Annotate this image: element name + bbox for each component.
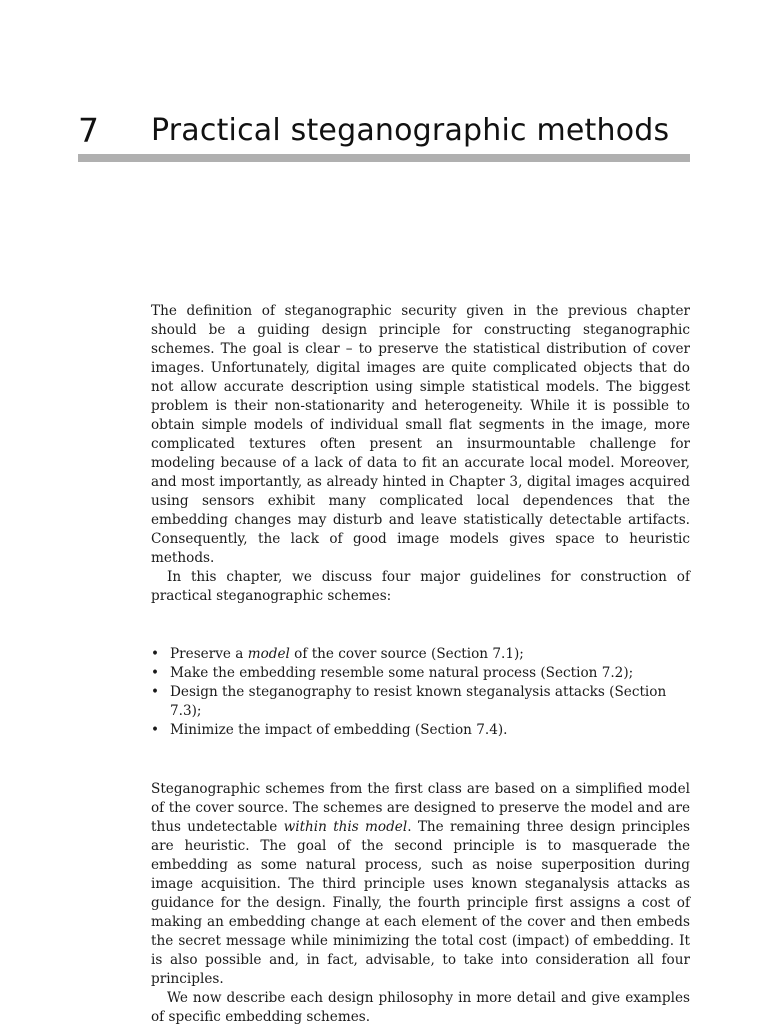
bullet-icon: • [151, 722, 160, 738]
list-item [151, 664, 690, 683]
list-item-text-end: of the cover source (Section 7.1); [289, 646, 524, 662]
list-item-text: Minimize the impact of embedding (Section 7.4). [170, 722, 508, 738]
paragraph-text-end: . The remaining three design principles are heuristic. The goal of the second principle is to masquerade the embedding as some natural process, such as noise superposition during image acquisition. The third principle uses known steganalysis attacks as guidance for the design. Finally, the fourth principle first assigns a cost of making an embedding change at each element of the cover and then embeds the secret message while minimizing the total cost (impact) of embedding. It is also possible and, in fact, advisable, to take into consideration all four principles. [151, 819, 691, 987]
paragraph-text-start: Steganographic schemes from the first class are based on a simplified model of the cover source. The schemes are designed to preserve the model and are thus undetectable [151, 781, 690, 835]
list-item [151, 721, 690, 740]
guidelines-intro-paragraph: In this chapter, we discuss four major guidelines for construction of practical steganographic schemes: [151, 569, 690, 604]
chapter-title: Practical steganographic methods [151, 113, 670, 148]
guidelines-list [151, 645, 690, 740]
bullet-icon: • [151, 684, 160, 700]
list-item [151, 645, 690, 664]
list-item-text: Design the steganography to resist known steganalysis attacks (Section 7.3); [170, 684, 667, 719]
list-spacing [151, 606, 690, 645]
list-item-text: Make the embedding resemble some natural process (Section 7.2); [170, 665, 634, 681]
list-item-text-start: Preserve a [170, 646, 248, 662]
list-spacing [151, 740, 690, 780]
chapter-number: 7 [78, 111, 99, 150]
intro-paragraph: The definition of steganographic security given in the previous chapter should be a guiding design principle for constructing steganographic schemes. The goal is clear – to preserve the statistical distribution of cover images. Unfortunately, digital images are quite complicated objects that do not allow accurate description using simple statistical models. The biggest problem is their non-stationarity and heterogeneity. While it is possible to obtain simple models of individual small flat segments in the image, more complicated textures often present an insurmountable challenge for modeling because of a lack of data to fit an accurate local model. Moreover, and most importantly, as already hinted in Chapter 3, digital images acquired using sensors exhibit many complicated local dependences that the embedding changes may disturb and leave statistically detectable artifacts. Consequently, the lack of good image models gives space to heuristic methods. [151, 303, 690, 566]
closing-paragraph: We now describe each design philosophy in more detail and give examples of specific embedding schemes. [151, 990, 690, 1025]
bullet-icon: • [151, 646, 160, 662]
chapter-title-rule [78, 154, 690, 162]
paragraph-emphasis: within this model [283, 819, 408, 835]
bullet-icon: • [151, 665, 160, 681]
list-item-emphasis: model [247, 646, 290, 662]
list-item [151, 683, 690, 721]
chapter-body [151, 302, 690, 1027]
design-classes-paragraph [151, 780, 690, 989]
